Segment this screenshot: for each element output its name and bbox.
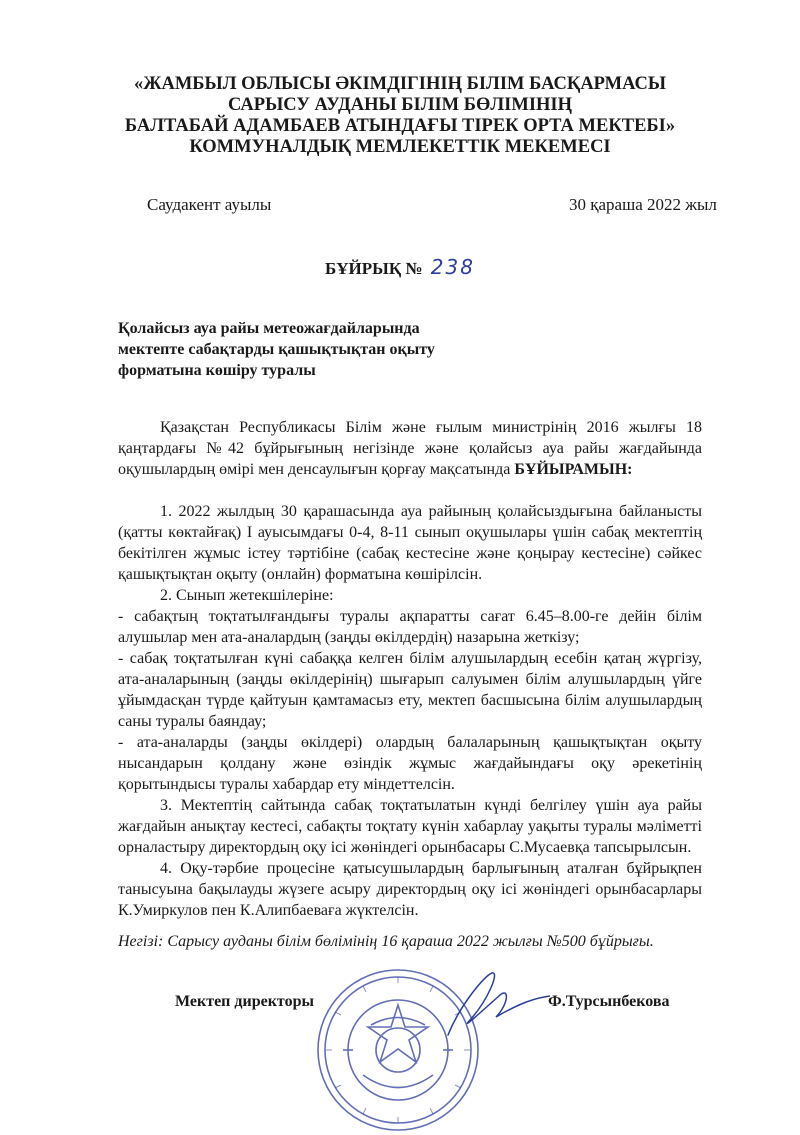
decree-word: БҰЙЫРАМЫН: (514, 461, 633, 478)
item-3: 3. Мектептің сайтында сабақ тоқтатылатын күнді белгілеу үшін ауа райы жағдайын анықтау кестесі, сабақты тоқтату күнін хабарлау уақыты туралы мәліметті орналастыру директордың оқу ісі жөніндегі орынбасары С.Мусаевқа тапсырылсын. (118, 797, 702, 856)
organization-header (0, 74, 800, 158)
item-1: 1. 2022 жылдың 30 қарашасында ауа райының қолайсыздығына байланысты (қатты көктайғақ) I ауысымдағы 0-4, 8-11 сынып оқушылары үшін сабақ мектептің бекітілген жұмыс істеу тәртібіне (сабақ кестесіне және қоңырау кестесіне) сәйкес қашықтықтан оқыту (онлайн) форматына көшірілсін. (118, 503, 702, 583)
preamble-paragraph (118, 417, 702, 480)
item-2c: - ата-аналарды (заңды өкілдері) олардың балаларының қашықтықтан оқыту нысандарын қолдану және өзіндік жұмыс жағдайындағы оқу әрекетінің қорытындысы туралы хабардар ету міндеттелсін. (118, 734, 702, 793)
header-line-1: «ЖАМБЫЛ ОБЛЫСЫ ӘКІМДІГІНІҢ БІЛІМ БАСҚАРМАСЫ (133, 74, 667, 94)
item-2b: - сабақ тоқтатылған күні сабаққа келген білім алушылардың есебін қатаң жүргізу, ата-аналарының (заңды өкілдерінің) шығарып салуымен білім алушылардың үйге ұйымдасқан түрде қайтуын қамтамасыз ету, мектеп басшысына білім алушылардың саны туралы баяндау; (118, 650, 702, 730)
order-label: БҰЙРЫҚ № (325, 259, 423, 278)
subject-line-3: форматына көшіру туралы (118, 362, 316, 379)
handwritten-signature (430, 965, 550, 1050)
header-line-2: САРЫСУ АУДАНЫ БІЛІМ БӨЛІМІНІҢ (227, 95, 573, 115)
order-number: 238 (430, 255, 475, 279)
subject-line-1: Қолайсыз ауа райы метеожағдайларында (118, 320, 420, 337)
order-subject (118, 318, 435, 381)
subject-line-2: мектепте сабақтарды қашықтықтан оқыту (118, 341, 435, 358)
document-date: 30 қараша 2022 жыл (569, 195, 717, 214)
basis-note: Негізі: Сарысу ауданы білім бөлімінің 16 қараша 2022 жылғы №500 бұйрығы. (118, 933, 654, 950)
item-4: 4. Оқу-тәрбие процесіне қатысушылардың барлығының аталған бұйрықпен танысуына бақылауды жүзеге асыру директордың оқу ісі жөніндегі орынбасарлары К.Умиркулов пен К.Алипбаеваға жүктелсін. (118, 860, 702, 919)
signatory-name: Ф.Турсынбекова (548, 993, 670, 1010)
signature-title: Мектеп директоры (175, 993, 314, 1010)
order-title (0, 255, 800, 279)
item-2a: - сабақтың тоқтатылғандығы туралы ақпаратты сағат 6.45–8.00-ге дейін білім алушылар мен ата-аналардың (заңды өкілдердің) назарына жеткізу; (118, 608, 702, 646)
item-2: 2. Сынып жетекшілеріне: (160, 587, 334, 604)
header-line-3: БАЛТАБАЙ АДАМБАЕВ АТЫНДАҒЫ ТІРЕК ОРТА МЕКТЕБІ» (124, 116, 676, 136)
place-name: Саудакент ауылы (147, 195, 272, 214)
header-line-4: КОММУНАЛДЫҚ МЕМЛЕКЕТТІК МЕКЕМЕСІ (189, 137, 611, 157)
preamble-text: Қазақстан Республикасы Білім және ғылым министрінің 2016 жылғы 18 қаңтардағы №42 бұйрығының негізінде және қолайсыз ауа райы жағдайында оқушылардың өмірі мен денсаулығын қорғау мақсатында (118, 419, 702, 478)
